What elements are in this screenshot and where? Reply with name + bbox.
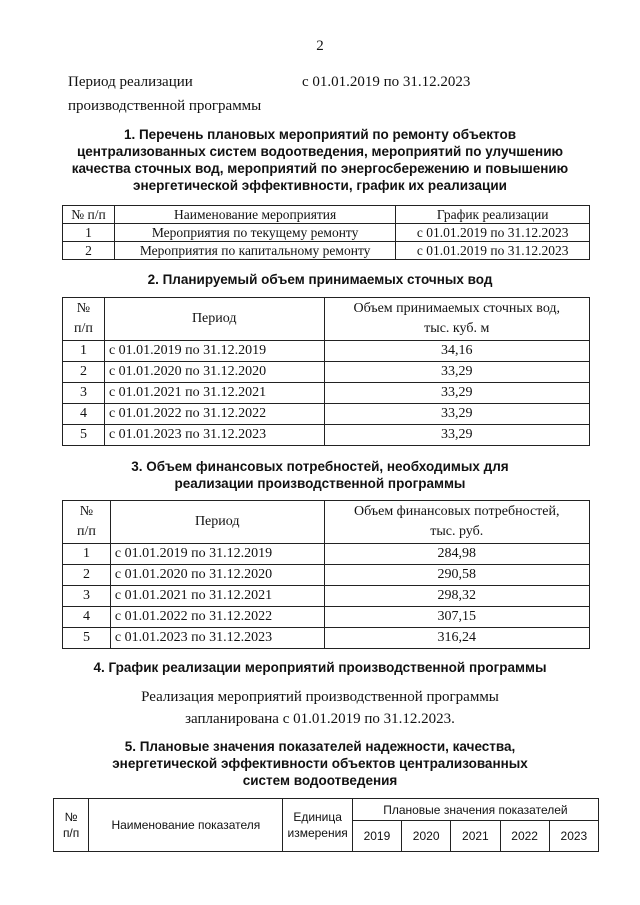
header-year: 2019 [352, 821, 401, 852]
activity-name: Мероприятия по текущему ремонту [114, 224, 395, 242]
header-year: 2023 [549, 821, 598, 852]
table-row [63, 544, 590, 565]
table-row [63, 242, 590, 260]
row-amount: 316,24 [324, 628, 590, 649]
table-row [63, 586, 590, 607]
row-num: 3 [63, 586, 111, 607]
header-num-line1: № [64, 810, 78, 824]
table-row [63, 607, 590, 628]
header-unit-line1: Единица [293, 810, 342, 824]
header-year: 2022 [500, 821, 549, 852]
header-num-line1: № [76, 301, 91, 316]
header-period: Период [104, 298, 324, 341]
section5-title-line: систем водоотведения [242, 773, 398, 788]
section4-text-line1: Реализация мероприятий производственной программы [141, 689, 499, 705]
row-num: 3 [63, 383, 105, 404]
row-volume: 33,29 [324, 383, 590, 404]
table-header-row [63, 501, 590, 544]
header-schedule: График реализации [396, 206, 590, 224]
header-num [63, 298, 105, 341]
header-amount-line2: тыс. руб. [430, 524, 484, 539]
section3-title-line: 3. Объем финансовых потребностей, необходимых для [131, 459, 509, 474]
section5-title [40, 738, 600, 789]
header-unit [283, 799, 352, 852]
row-num: 2 [63, 362, 105, 383]
page-number: 2 [316, 38, 324, 54]
activity-name: Мероприятия по капитальному ремонту [114, 242, 395, 260]
table-row [63, 404, 590, 425]
row-num: 5 [63, 628, 111, 649]
table-header-row [63, 206, 590, 224]
row-num: 4 [63, 404, 105, 425]
section4-title: 4. График реализации мероприятий производственной программы [93, 660, 547, 675]
header-volume-line1: Объем принимаемых сточных вод, [353, 301, 561, 316]
table-header-row [54, 799, 599, 821]
row-volume: 33,29 [324, 362, 590, 383]
row-period: с 01.01.2019 по 31.12.2019 [110, 544, 324, 565]
section3-title [40, 458, 600, 492]
header-indicator-name: Наименование показателя [89, 799, 283, 852]
row-num: 1 [63, 341, 105, 362]
section5-title-line: энергетической эффективности объектов централизованных [112, 756, 528, 771]
header-volume-line2: тыс. куб. м [424, 321, 490, 336]
row-num: 2 [63, 242, 115, 260]
row-period: с 01.01.2023 по 31.12.2023 [110, 628, 324, 649]
financial-needs-table [62, 500, 590, 649]
section4-text [60, 686, 580, 730]
row-num: 5 [63, 425, 105, 446]
table-row [63, 628, 590, 649]
activities-table [62, 205, 590, 260]
row-period: с 01.01.2021 по 31.12.2021 [110, 586, 324, 607]
header-planned-values: Плановые значения показателей [352, 799, 598, 821]
header-num [63, 501, 111, 544]
header-year: 2021 [451, 821, 500, 852]
table-row [63, 383, 590, 404]
row-period: с 01.01.2020 по 31.12.2020 [104, 362, 324, 383]
table-row [63, 224, 590, 242]
header-num-line1: № [79, 504, 94, 519]
header-num-line2: п/п [77, 524, 96, 539]
section2-title: 2. Планируемый объем принимаемых сточных вод [147, 272, 493, 287]
table-row [63, 565, 590, 586]
section4-text-line2: запланирована с 01.01.2019 по 31.12.2023. [185, 711, 455, 727]
section1-title-line: 1. Перечень плановых мероприятий по ремонту объектов [123, 127, 517, 142]
header-num: № п/п [63, 206, 115, 224]
row-period: с 01.01.2020 по 31.12.2020 [110, 565, 324, 586]
row-volume: 34,16 [324, 341, 590, 362]
section1-title [40, 126, 600, 194]
section1-title-line: энергетической эффективности, график их реализации [133, 178, 507, 193]
header-period: Период [110, 501, 324, 544]
section3-title-line: реализации производственной программы [174, 476, 466, 491]
indicators-table [53, 798, 599, 852]
header-num [54, 799, 89, 852]
row-period: с 01.01.2022 по 31.12.2022 [104, 404, 324, 425]
period-label [68, 70, 288, 118]
header-num-line2: п/п [74, 321, 93, 336]
row-num: 1 [63, 544, 111, 565]
table-row [63, 341, 590, 362]
row-amount: 290,58 [324, 565, 590, 586]
header-unit-line2: измерения [287, 826, 348, 840]
header-volume [324, 298, 590, 341]
activity-schedule: с 01.01.2019 по 31.12.2023 [396, 224, 590, 242]
table-row [63, 425, 590, 446]
row-amount: 298,32 [324, 586, 590, 607]
section5-title-line: 5. Плановые значения показателей надежности, качества, [124, 739, 516, 754]
row-period: с 01.01.2021 по 31.12.2021 [104, 383, 324, 404]
row-num: 2 [63, 565, 111, 586]
row-num: 4 [63, 607, 111, 628]
period-label-line1: Период реализации [68, 74, 193, 90]
header-activity-name: Наименование мероприятия [114, 206, 395, 224]
header-amount [324, 501, 590, 544]
row-amount: 284,98 [324, 544, 590, 565]
activity-schedule: с 01.01.2019 по 31.12.2023 [396, 242, 590, 260]
period-value: с 01.01.2019 по 31.12.2023 [302, 74, 471, 90]
row-period: с 01.01.2022 по 31.12.2022 [110, 607, 324, 628]
period-label-line2: производственной программы [68, 98, 262, 114]
table-row [63, 362, 590, 383]
header-year: 2020 [402, 821, 451, 852]
row-volume: 33,29 [324, 425, 590, 446]
row-period: с 01.01.2023 по 31.12.2023 [104, 425, 324, 446]
row-amount: 307,15 [324, 607, 590, 628]
row-period: с 01.01.2019 по 31.12.2019 [104, 341, 324, 362]
header-num-line2: п/п [62, 826, 80, 840]
header-amount-line1: Объем финансовых потребностей, [353, 504, 560, 519]
table-header-row [63, 298, 590, 341]
row-num: 1 [63, 224, 115, 242]
section1-title-line: централизованных систем водоотведения, мероприятий по улучшению [76, 144, 564, 159]
section1-title-line: качества сточных вод, мероприятий по энергосбережению и повышению [71, 161, 569, 176]
row-volume: 33,29 [324, 404, 590, 425]
wastewater-volume-table [62, 297, 590, 446]
